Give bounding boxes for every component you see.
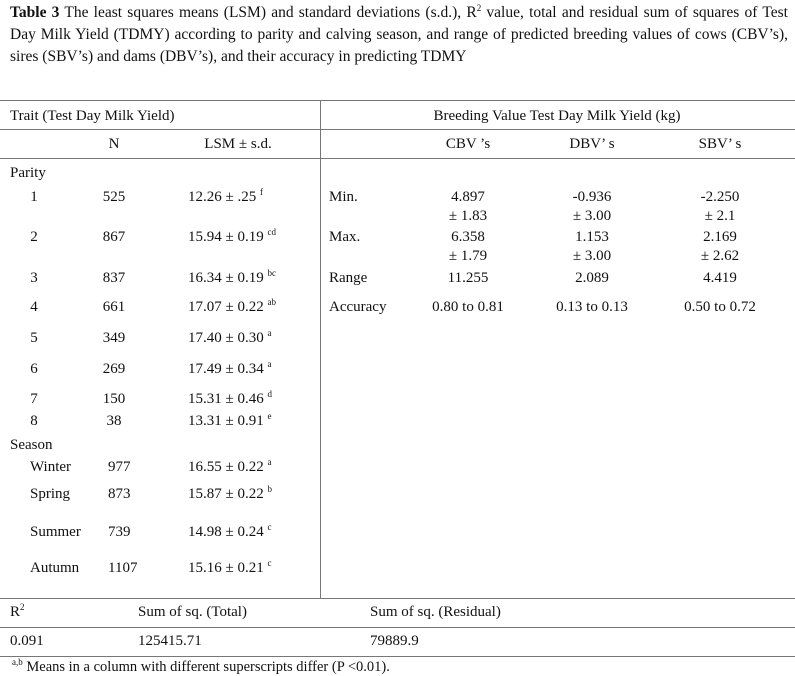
lsm-value: 17.07 ± 0.22 <box>188 299 264 315</box>
parity-n: 349 <box>102 330 126 346</box>
header-dbv: DBV’ s <box>569 136 615 152</box>
lsm-value: 13.31 ± 0.91 <box>188 413 264 429</box>
lsm-sup: e <box>267 411 272 421</box>
breeding-dbv-value: 0.13 to 0.13 <box>556 299 628 315</box>
lsm-value: 14.98 ± 0.24 <box>188 524 264 540</box>
rule <box>0 158 795 159</box>
breeding-sbv-value: 4.419 <box>703 270 737 286</box>
season-label: Season <box>10 437 53 453</box>
parity-level: 8 <box>30 413 38 429</box>
header-sbv: SBV’ s <box>698 136 742 152</box>
parity-lsm <box>188 228 276 246</box>
lsm-value: 17.49 ± 0.34 <box>188 361 264 377</box>
breeding-dbv-value: 2.089 <box>575 270 609 286</box>
breeding-cbv-sd: ± 1.83 <box>448 208 488 224</box>
season-n: 977 <box>108 459 131 475</box>
season-n: 1107 <box>108 560 138 576</box>
footnote <box>12 658 390 676</box>
parity-label: Parity <box>10 165 46 181</box>
parity-lsm <box>188 360 271 378</box>
lsm-sup: cd <box>267 227 276 237</box>
rule-bottom <box>0 656 795 657</box>
lsm-value: 15.16 ± 0.21 <box>188 560 264 576</box>
lsm-sup: a <box>267 457 272 467</box>
parity-level: 5 <box>30 330 38 346</box>
season-lsm <box>188 523 271 541</box>
lsm-value: 15.94 ± 0.19 <box>188 229 264 245</box>
caption-sup: 2 <box>476 3 482 13</box>
season-n: 873 <box>108 486 131 502</box>
parity-level: 6 <box>30 361 38 377</box>
lsm-sup: a <box>267 359 272 369</box>
lsm-value: 12.26 ± .25 <box>188 189 257 205</box>
breeding-dbv-sd: ± 3.00 <box>572 208 612 224</box>
season-level: Winter <box>30 459 72 475</box>
lsm-value: 17.40 ± 0.30 <box>188 330 264 346</box>
caption-label: Table 3 <box>10 4 60 21</box>
breeding-stat-label: Accuracy <box>329 299 387 315</box>
breeding-stat-label: Min. <box>329 189 358 205</box>
lsm-sup: ab <box>267 297 276 307</box>
breeding-cbv-sd: ± 1.79 <box>448 248 488 264</box>
season-level: Summer <box>30 524 81 540</box>
season-n: 739 <box>108 524 131 540</box>
parity-lsm <box>188 298 276 316</box>
right-group-header: Breeding Value Test Day Milk Yield (kg) <box>433 108 681 124</box>
total-value: 125415.71 <box>138 633 202 649</box>
parity-n: 837 <box>102 270 126 286</box>
breeding-dbv-sd: ± 3.00 <box>572 248 612 264</box>
parity-n: 38 <box>106 413 122 429</box>
breeding-cbv-value: 4.897 <box>451 189 485 205</box>
rule <box>0 129 795 130</box>
parity-lsm <box>188 412 271 430</box>
header-cbv: CBV ’s <box>445 136 491 152</box>
header-lsm: LSM ± s.d. <box>204 136 272 152</box>
breeding-sbv-value: 0.50 to 0.72 <box>684 299 756 315</box>
breeding-dbv-value: -0.936 <box>572 189 612 205</box>
parity-lsm <box>188 188 263 206</box>
lsm-sup: c <box>267 522 272 532</box>
breeding-cbv-value: 6.358 <box>451 229 485 245</box>
breeding-sbv-sd: ± 2.1 <box>704 208 736 224</box>
lsm-sup: d <box>267 389 272 399</box>
season-level: Spring <box>30 486 71 502</box>
table-caption <box>10 2 788 68</box>
r2-sup: 2 <box>20 602 25 612</box>
breeding-sbv-value: 2.169 <box>703 229 737 245</box>
lsm-value: 16.34 ± 0.19 <box>188 270 264 286</box>
parity-lsm <box>188 329 271 347</box>
r2-value: 0.091 <box>10 633 44 649</box>
season-lsm <box>188 559 271 577</box>
residual-value: 79889.9 <box>370 633 419 649</box>
parity-n: 661 <box>102 299 126 315</box>
total-label: Sum of sq. (Total) <box>138 604 247 620</box>
parity-n: 150 <box>102 391 126 407</box>
caption-text: The least squares means (LSM) and standard deviations (s.d.), R <box>59 4 477 21</box>
parity-lsm <box>188 390 272 408</box>
lsm-sup: c <box>267 558 272 568</box>
r2-label-text: R <box>10 604 21 620</box>
lsm-value: 15.31 ± 0.46 <box>188 391 264 407</box>
parity-n: 525 <box>102 189 126 205</box>
caption-text: value, total and residual sum of squares of Test Day Milk Yield (TDMY) according to parity and calving season, and range of predicted breeding values of cows (CBV’s), sires (SBV’s) and dams (DBV’s), and their accuracy in predicting TDMY <box>10 4 788 65</box>
season-lsm <box>188 485 272 503</box>
season-lsm <box>188 458 271 476</box>
breeding-cbv-value: 11.255 <box>447 270 489 286</box>
lsm-sup: a <box>267 328 272 338</box>
column-divider <box>320 100 321 598</box>
breeding-stat-label: Max. <box>329 229 361 245</box>
rule <box>0 627 795 628</box>
header-n: N <box>108 136 120 152</box>
breeding-sbv-sd: ± 2.62 <box>700 248 740 264</box>
parity-lsm <box>188 269 276 287</box>
parity-level: 4 <box>30 299 38 315</box>
residual-label: Sum of sq. (Residual) <box>370 604 501 620</box>
lsm-sup: b <box>267 484 272 494</box>
breeding-cbv-value: 0.80 to 0.81 <box>432 299 504 315</box>
left-group-header: Trait (Test Day Milk Yield) <box>10 108 175 124</box>
parity-level: 7 <box>30 391 38 407</box>
lsm-sup: bc <box>267 268 276 278</box>
parity-level: 2 <box>30 229 38 245</box>
breeding-stat-label: Range <box>329 270 368 286</box>
parity-level: 3 <box>30 270 38 286</box>
lsm-value: 15.87 ± 0.22 <box>188 486 264 502</box>
footnote-sup: a,b <box>12 657 23 667</box>
breeding-sbv-value: -2.250 <box>700 189 740 205</box>
season-level: Autumn <box>30 560 80 576</box>
parity-n: 867 <box>102 229 126 245</box>
rule-top <box>0 100 795 101</box>
r2-label <box>10 603 25 621</box>
lsm-sup: f <box>259 187 263 197</box>
breeding-dbv-value: 1.153 <box>575 229 609 245</box>
lsm-value: 16.55 ± 0.22 <box>188 459 264 475</box>
parity-n: 269 <box>102 361 126 377</box>
footnote-text: Means in a column with different superscripts differ (P <0.01). <box>22 659 390 675</box>
rule <box>0 598 795 599</box>
parity-level: 1 <box>30 189 38 205</box>
